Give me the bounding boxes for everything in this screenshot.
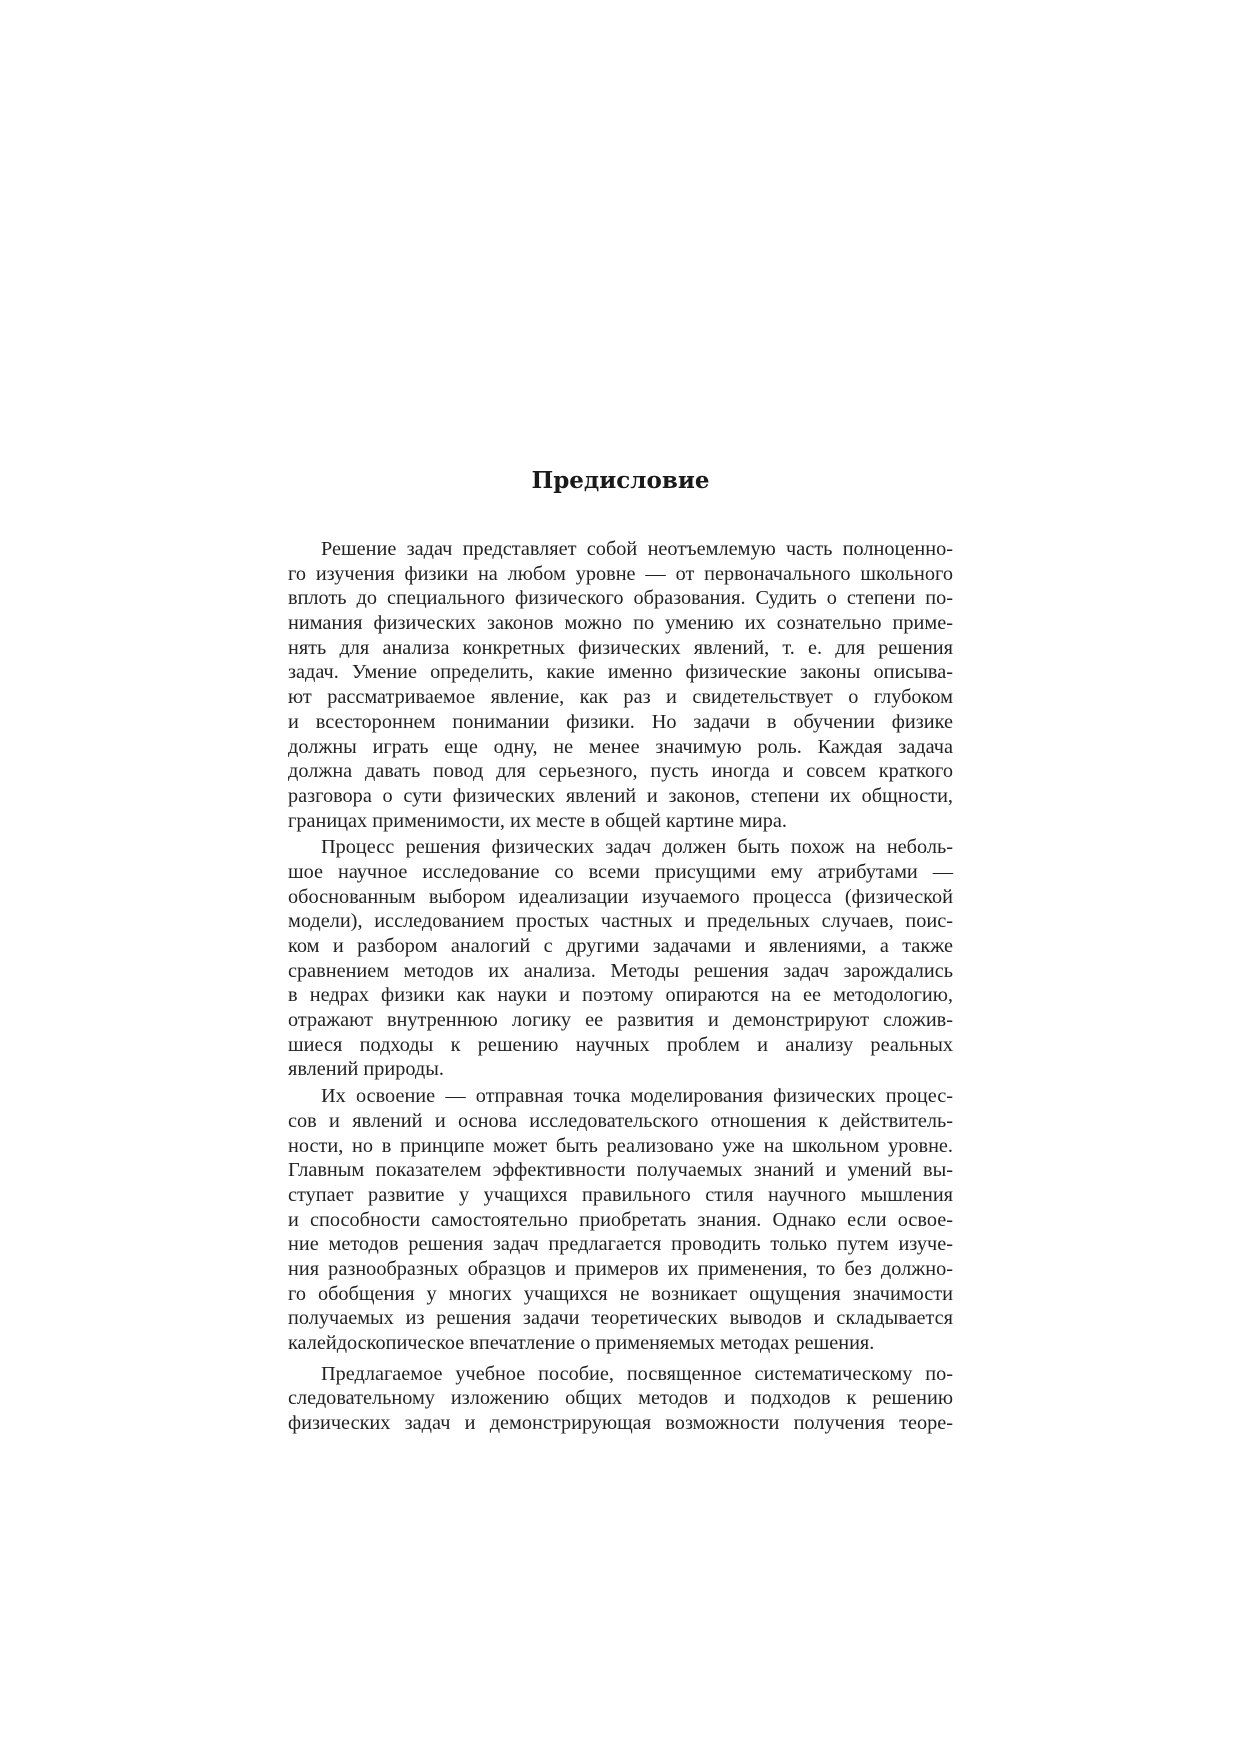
text-line: ния разнообразных образцов и примеров их применения, то без должно- bbox=[288, 1257, 953, 1280]
text-line: границах применимости, их месте в общей картине мира. bbox=[288, 809, 787, 832]
text-line: калейдоскопическое впечатление о применяемых методах решения. bbox=[288, 1332, 875, 1354]
text-line: вплоть до специального физического образования. Судить о степени по- bbox=[288, 587, 953, 610]
text-line: должна давать повод для серьезного, пусть иногда и совсем краткого bbox=[288, 760, 953, 783]
text-line: и всестороннем понимании физики. Но задачи в обучении физике bbox=[288, 710, 953, 733]
text-line: ком и разбором аналогий с другими задачами и явлениями, а также bbox=[288, 935, 953, 957]
text-line: ние методов решения задач предлагается проводить только путем изуче- bbox=[288, 1233, 953, 1256]
paragraph bbox=[288, 537, 953, 833]
text-line: ступает развитие у учащихся правильного стиля научного мышления bbox=[288, 1183, 953, 1206]
paragraph bbox=[288, 1084, 953, 1356]
text-line: го обобщения у многих учащихся не возникает ощущения значимости bbox=[288, 1282, 953, 1305]
text-line: шиеся подходы к решению научных проблем и анализу реальных bbox=[288, 1033, 953, 1056]
text-line: отражают внутреннюю логику ее развития и демонстрируют сложив- bbox=[288, 1009, 953, 1032]
text-line: задач. Умение определить, какие именно физические законы описыва- bbox=[288, 661, 953, 684]
text-line: обоснованным выбором идеализации изучаемого процесса (физической bbox=[288, 885, 953, 908]
paragraph bbox=[288, 1362, 953, 1436]
text-line: Процесс решения физических задач должен быть похож на неболь- bbox=[321, 836, 953, 859]
text-line: ности, но в принципе может быть реализовано уже на школьном уровне. bbox=[288, 1134, 953, 1157]
text-line: получаемых из решения задачи теоретических выводов и складывается bbox=[288, 1307, 953, 1330]
text-line: нять для анализа конкретных физических явлений, т. е. для решения bbox=[288, 636, 953, 659]
text-line: должны играть еще одну, не менее значимую роль. Каждая задача bbox=[288, 735, 953, 758]
text-line: шое научное исследование со всеми присущими ему атрибутами — bbox=[288, 860, 953, 883]
text-line: модели), исследованием простых частных и предельных случаев, поис- bbox=[288, 910, 953, 933]
text-line: Предлагаемое учебное пособие, посвященное систематическому по- bbox=[321, 1362, 953, 1385]
text-line: го изучения физики на любом уровне — от первоначального школьного bbox=[288, 562, 953, 585]
body-text bbox=[288, 537, 953, 1436]
paragraph bbox=[288, 835, 953, 1082]
text-line: физических задач и демонстрирующая возможности получения теоре- bbox=[288, 1412, 953, 1435]
text-line: ют рассматриваемое явление, как раз и свидетельствует о глубоком bbox=[288, 686, 953, 709]
text-line: сравнением методов их анализа. Методы решения задач зарождались bbox=[288, 959, 953, 982]
text-line: Решение задач представляет собой неотъемлемую часть полноценно- bbox=[321, 538, 953, 560]
text-line: следовательному изложению общих методов и подходов к решению bbox=[288, 1387, 953, 1410]
text-line: в недрах физики как науки и поэтому опираются на ее методологию, bbox=[288, 984, 953, 1007]
page-title: Предисловие bbox=[531, 467, 710, 494]
text-line: разговора о сути физических явлений и законов, степени их общности, bbox=[288, 784, 953, 807]
text-line: Главным показателем эффективности получаемых знаний и умений вы- bbox=[288, 1159, 953, 1182]
text-line: и способности самостоятельно приобретать знания. Однако если освое- bbox=[288, 1208, 953, 1231]
text-line: нимания физических законов можно по умению их сознательно приме- bbox=[288, 612, 953, 635]
text-line: явлений природы. bbox=[288, 1058, 444, 1081]
text-line: сов и явлений и основа исследовательского отношения к действитель- bbox=[288, 1109, 953, 1132]
text-line: Их освоение — отправная точка моделирования физических процес- bbox=[321, 1085, 953, 1108]
